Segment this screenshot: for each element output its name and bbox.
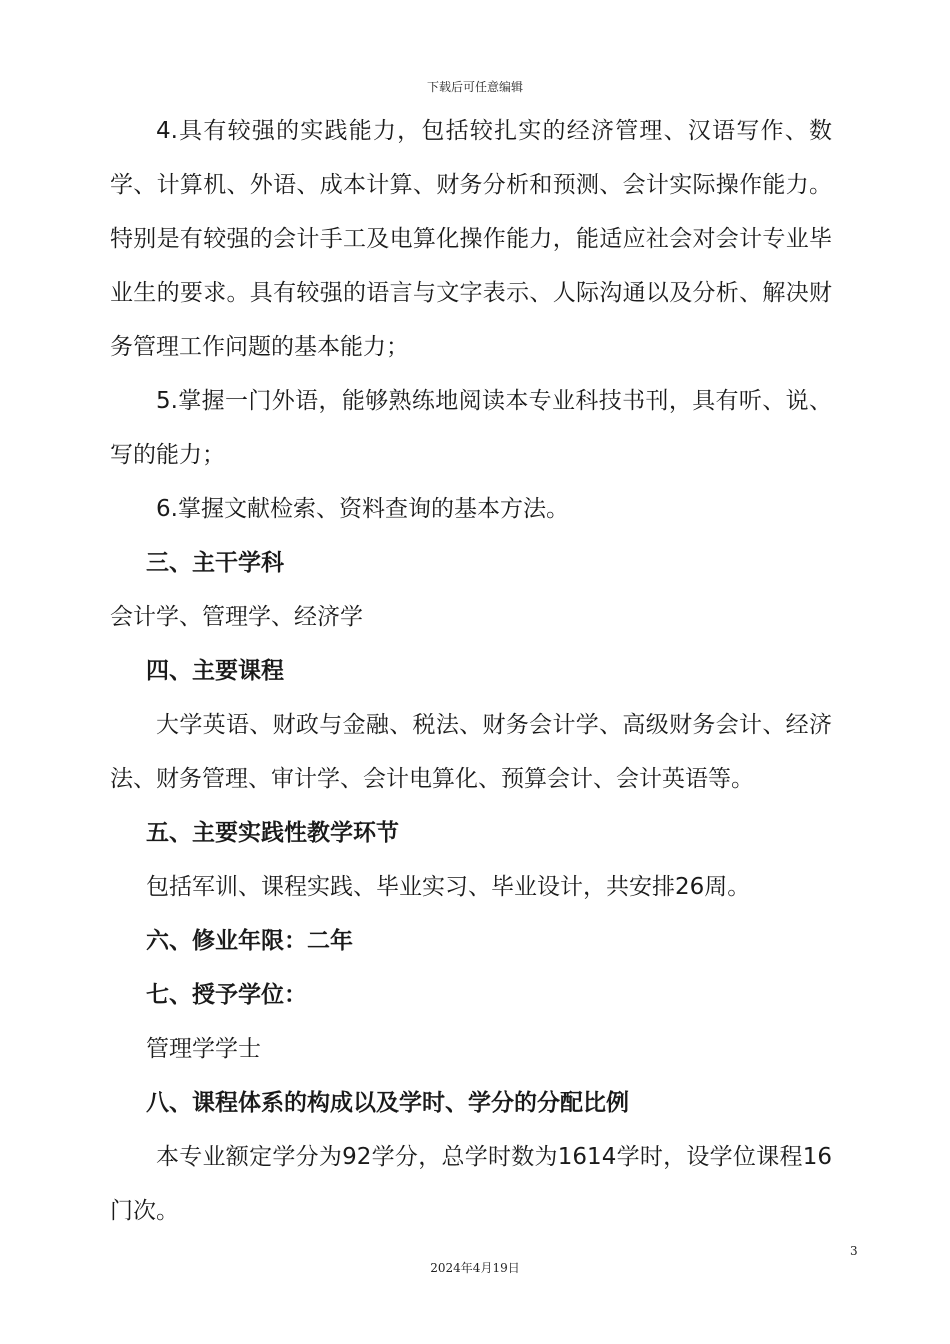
page-header: 下载后可任意编辑	[426, 80, 523, 94]
document-body	[110, 104, 832, 1238]
paragraph-ability-4: 4.具有较强的实践能力，包括较扎实的经济管理、汉语写作、数学、计算机、外语、成本计算、财务分析和预测、会计实际操作能力。特别是有较强的会计手工及电算化操作能力，能适应社会对会计专业毕业生的要求。具有较强的语言与文字表示、人际沟通以及分析、解决财务管理工作问题的基本能力；	[110, 118, 832, 360]
paragraph-main-courses: 大学英语、财政与金融、税法、财务会计学、高级财务会计、经济法、财务管理、审计学、会计电算化、预算会计、会计英语等。	[110, 712, 832, 792]
paragraph-ability-6: 6.掌握文献检索、资料查询的基本方法。	[156, 496, 569, 522]
section-heading-main-courses: 四、主要课程	[146, 658, 284, 684]
section-heading-degree: 七、授予学位：	[146, 982, 307, 1008]
paragraph-degree: 管理学学士	[146, 1036, 261, 1062]
section-heading-main-subjects: 三、主干学科	[146, 550, 284, 576]
section-heading-duration: 六、修业年限：二年	[146, 928, 353, 954]
paragraph-credits: 本专业额定学分为92学分，总学时数为1614学时，设学位课程16门次。	[110, 1144, 832, 1224]
footer-date: 2024年4月19日	[430, 1261, 520, 1275]
paragraph-main-subjects: 会计学、管理学、经济学	[110, 604, 363, 630]
paragraph-practice: 包括军训、课程实践、毕业实习、毕业设计，共安排26周。	[146, 874, 751, 900]
section-heading-curriculum: 八、课程体系的构成以及学时、学分的分配比例	[146, 1090, 629, 1116]
paragraph-ability-5: 5.掌握一门外语，能够熟练地阅读本专业科技书刊，具有听、说、写的能力；	[110, 388, 832, 468]
page-number: 3	[850, 1244, 858, 1258]
section-heading-practice: 五、主要实践性教学环节	[146, 820, 399, 846]
